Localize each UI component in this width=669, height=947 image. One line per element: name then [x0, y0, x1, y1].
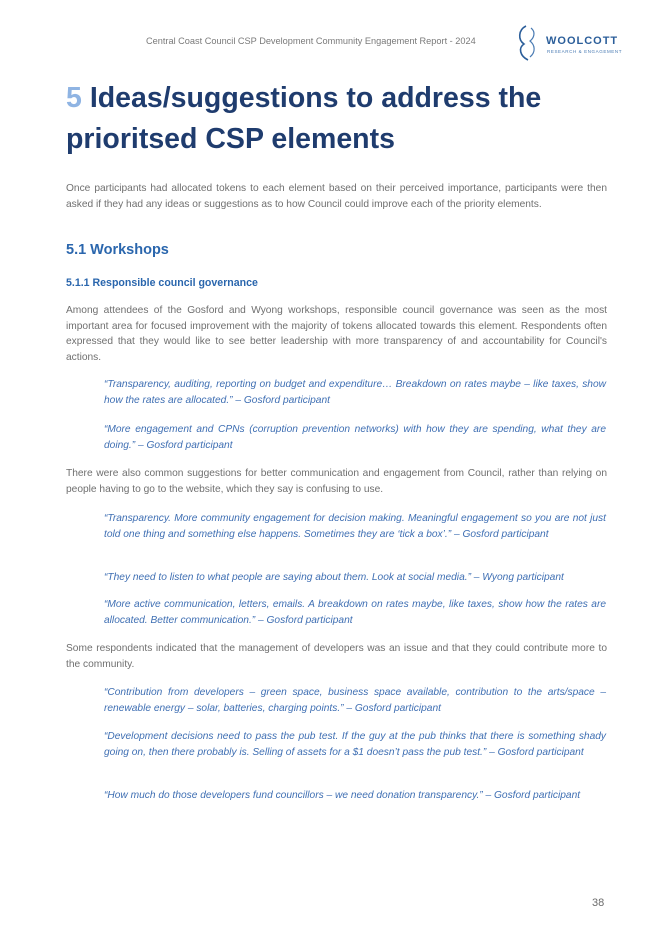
subsection-heading: 5.1 Workshops — [66, 242, 169, 258]
participant-quote: “More engagement and CPNs (corruption prevention networks) with how they are spending, what they are doing.” – Gosford participant — [104, 424, 606, 451]
intro-paragraph: Once participants had allocated tokens to each element based on their perceived importance, participants were then asked if they had any ideas or suggestions as to how Council could improve each of the priority elements. — [66, 183, 607, 210]
body-paragraph: Among attendees of the Gosford and Wyong workshops, responsible council governance was seen as the most important area for focused improvement with the majority of tokens allocated towards this element. Respondents often expressed that they would like to see better leadership with more transparency of and accountability for Council's actions. — [66, 305, 607, 363]
section-number: 5 — [66, 82, 82, 114]
logo-tagline: RESEARCH & ENGAGEMENT — [547, 49, 623, 54]
participant-quote: “More active communication, letters, emails. A breakdown on rates maybe, like taxes, show how the rates are allocated. Better communication.” – Gosford participant — [104, 599, 606, 626]
participant-quote: “Transparency. More community engagement for decision making. Meaningful engagement so you are not just told one thing and something else happens. Sometimes they are ‘tick a box’.” – Gosford participant — [104, 513, 606, 540]
woolcott-logo — [516, 22, 623, 62]
section-heading — [66, 78, 606, 160]
participant-quote: “Contribution from developers – green space, business space available, contribution to the arts/space – renewable energy – solar, batteries, charging points.” – Gosford participant — [104, 687, 606, 714]
participant-quote: “Development decisions need to pass the pub test. If the guy at the pub thinks that there is something shady going on, then there probably is. Selling of assets for a $1 doesn’t pass the pub test.” – Gosford participant — [104, 731, 606, 758]
logo-mark-icon — [516, 22, 546, 62]
subsubsection-heading: 5.1.1 Responsible council governance — [66, 277, 258, 289]
participant-quote: “How much do those developers fund councillors – we need donation transparency.” – Gosford participant — [104, 790, 581, 801]
participant-quote: “Transparency, auditing, reporting on budget and expenditure… Breakdown on rates maybe – like taxes, show how the rates are allocated.” – Gosford participant — [104, 379, 606, 406]
section-title: Ideas/suggestions to address the prioritsed CSP elements — [66, 82, 542, 155]
page-number: 38 — [592, 897, 605, 909]
report-header-title: Central Coast Council CSP Development Community Engagement Report - 2024 — [146, 36, 476, 46]
logo-wordmark: WOOLCOTT — [546, 35, 619, 47]
body-paragraph: There were also common suggestions for better communication and engagement from Council, rather than relying on people having to go to the website, which they say is confusing to use. — [66, 468, 607, 495]
participant-quote: “They need to listen to what people are saying about them. Look at social media.” – Wyong participant — [104, 572, 564, 583]
body-paragraph: Some respondents indicated that the management of developers was an issue and that they could contribute more to the community. — [66, 643, 607, 670]
